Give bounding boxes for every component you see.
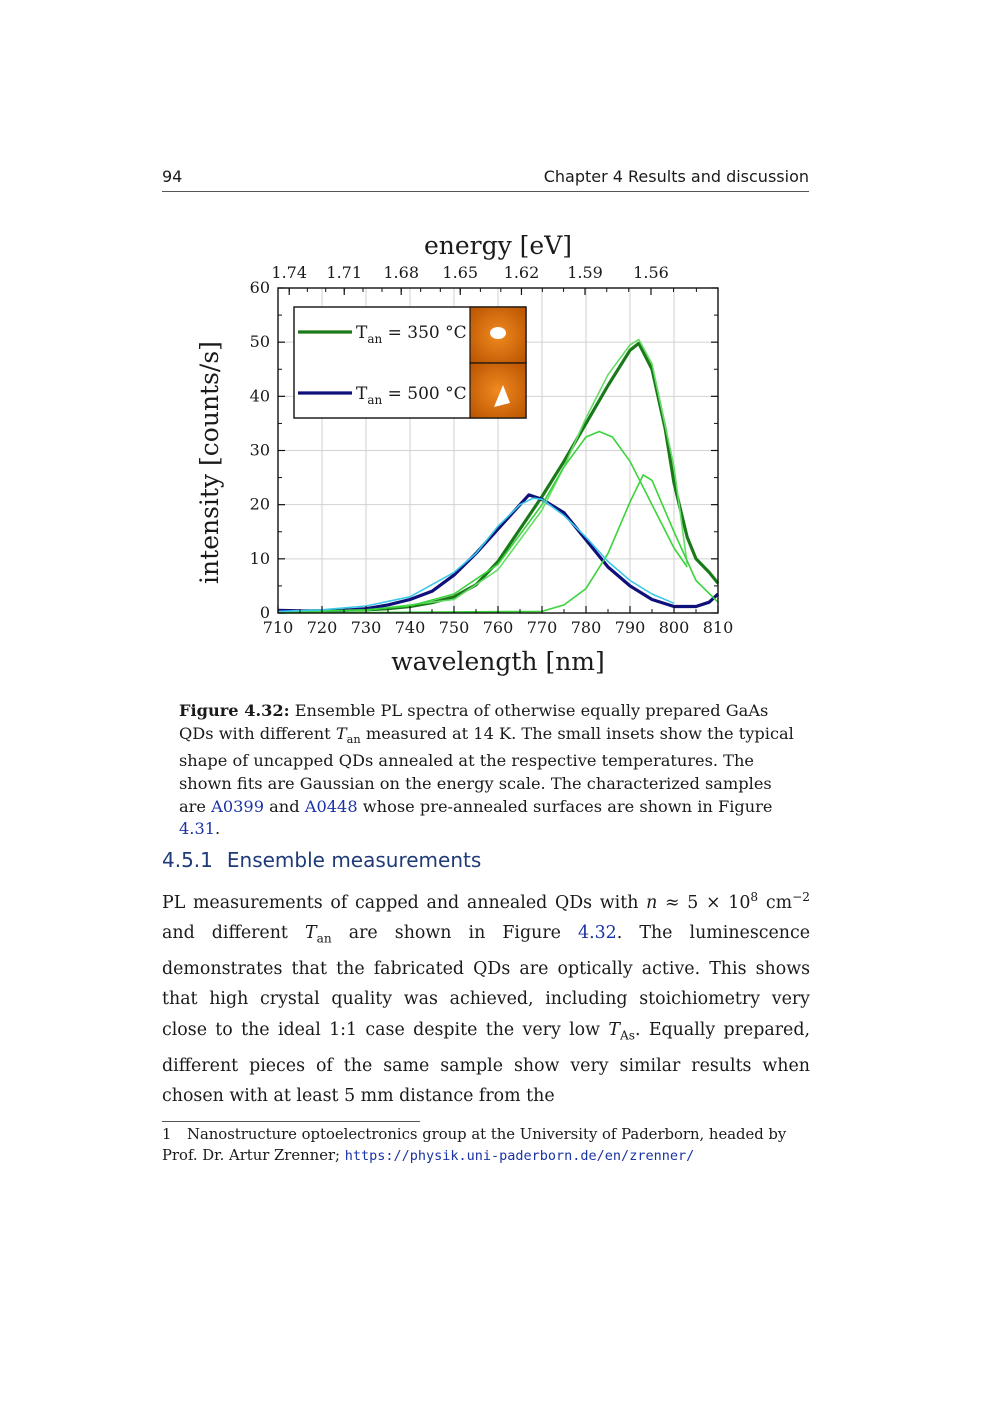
- y-tick-label: 40: [249, 386, 270, 406]
- caption-text: Ensemble PL spectra of otherwise equally prepared GaAs QDs with different: [179, 701, 769, 743]
- figure-ref-link[interactable]: 4.32: [578, 923, 617, 944]
- body-sub: an: [316, 931, 332, 946]
- sample-link[interactable]: A0399: [211, 796, 265, 816]
- top-tick-label: 1.74: [271, 263, 308, 282]
- inset-image-500: [470, 363, 526, 418]
- x-tick-label: 770: [526, 618, 558, 637]
- sample-link[interactable]: A0448: [304, 796, 358, 816]
- legend-label-rest: = 350 °C: [382, 323, 467, 343]
- y-tick-label: 20: [249, 494, 270, 514]
- legend-label-sub: an: [367, 332, 383, 346]
- legend-label-main: T: [356, 323, 368, 343]
- legend-label-rest: = 500 °C: [382, 384, 467, 404]
- caption-text: whose pre-annealed surfaces are shown in Figure: [357, 796, 773, 816]
- body-text: and different: [162, 923, 305, 944]
- body-text: . Equally prepared, different pieces of the same sample show very similar results when chosen with at least 5 mm distance from the: [162, 1019, 810, 1107]
- footnote-rule: [162, 1121, 420, 1122]
- y-tick-label: 60: [249, 278, 270, 297]
- header-rule: [162, 191, 809, 192]
- x-tick-label: 800: [658, 618, 690, 637]
- figure-ref-link[interactable]: 4.31: [179, 819, 216, 839]
- x-tick-label: 720: [306, 618, 338, 637]
- body-text: cm: [758, 892, 793, 913]
- footnote-url-link[interactable]: https://physik.uni-paderborn.de/en/zrenner/: [344, 1148, 695, 1164]
- x-tick-label: 740: [394, 618, 426, 637]
- y-tick-label: 0: [259, 603, 270, 622]
- body-sub: As: [619, 1028, 635, 1043]
- body-text: . The luminescence demonstrates that the fabricated QDs are optically active. This shows that high crystal quality was achieved, including stoichiometry very close to the ideal 1:1 case despite the very low: [162, 923, 811, 1040]
- y-tick-label: 10: [249, 548, 270, 568]
- x-axis-title: wavelength [nm]: [391, 647, 605, 676]
- body-paragraph: [162, 882, 810, 1112]
- body-sup: −2: [792, 890, 810, 904]
- y-tick-label: 50: [249, 332, 270, 352]
- body-text: PL measurements of capped and annealed QDs with: [162, 892, 647, 913]
- x-tick-label: 750: [438, 618, 470, 637]
- x-tick-label: 730: [350, 618, 382, 637]
- top-tick-label: 1.56: [633, 263, 669, 282]
- figure-caption: [179, 700, 799, 841]
- body-text: are shown in Figure: [331, 923, 579, 944]
- top-tick-label: 1.59: [567, 263, 603, 282]
- caption-text: .: [215, 819, 221, 839]
- footnote-text: Nanostructure optoelectronics group at the University of Paderborn, headed by Prof. Dr. Artur Zrenner;: [162, 1126, 787, 1164]
- inset-qd-dot: [490, 327, 506, 339]
- top-tick-label: 1.71: [326, 263, 363, 282]
- body-sup: 8: [750, 890, 759, 904]
- x-tick-label: 710: [262, 618, 294, 637]
- running-head: Chapter 4 Results and discussion: [543, 167, 809, 186]
- body-var: T: [304, 923, 317, 944]
- footnote: [162, 1124, 812, 1167]
- caption-var-sub: an: [346, 731, 361, 746]
- y-axis-title: intensity [counts/s]: [195, 341, 224, 584]
- legend-label-sub: an: [367, 393, 383, 407]
- top-tick-label: 1.62: [503, 263, 540, 282]
- page-number: 94: [162, 167, 183, 186]
- section-title: Ensemble measurements: [226, 848, 482, 872]
- body-text: ≈ 5 × 10: [657, 892, 751, 913]
- caption-text: and: [264, 796, 305, 816]
- footnote-mark: 1: [162, 1126, 172, 1143]
- legend-label-main: T: [356, 384, 368, 404]
- top-tick-label: 1.65: [442, 263, 479, 282]
- x-tick-label: 810: [702, 618, 734, 637]
- pl-spectra-chart: [190, 228, 750, 688]
- caption-label: Figure 4.32:: [179, 701, 290, 720]
- body-var: n: [646, 892, 658, 913]
- x-tick-label: 790: [614, 618, 646, 637]
- top-axis-title: energy [eV]: [423, 231, 573, 260]
- body-var: T: [608, 1019, 620, 1040]
- section-number: 4.5.1: [162, 848, 213, 872]
- x-tick-label: 760: [482, 618, 514, 637]
- section-heading: [162, 848, 481, 872]
- fit-curve-line: [278, 432, 687, 612]
- caption-var: T: [335, 723, 347, 743]
- caption-text: measured at 14 K. The small insets show the typical shape of uncapped QDs annealed at the respective temperatures. The shown fits are Gaussian on the energy scale. The characterized samples are: [179, 723, 794, 816]
- x-tick-label: 780: [570, 618, 602, 637]
- y-tick-label: 30: [249, 440, 270, 460]
- top-tick-label: 1.68: [383, 263, 420, 282]
